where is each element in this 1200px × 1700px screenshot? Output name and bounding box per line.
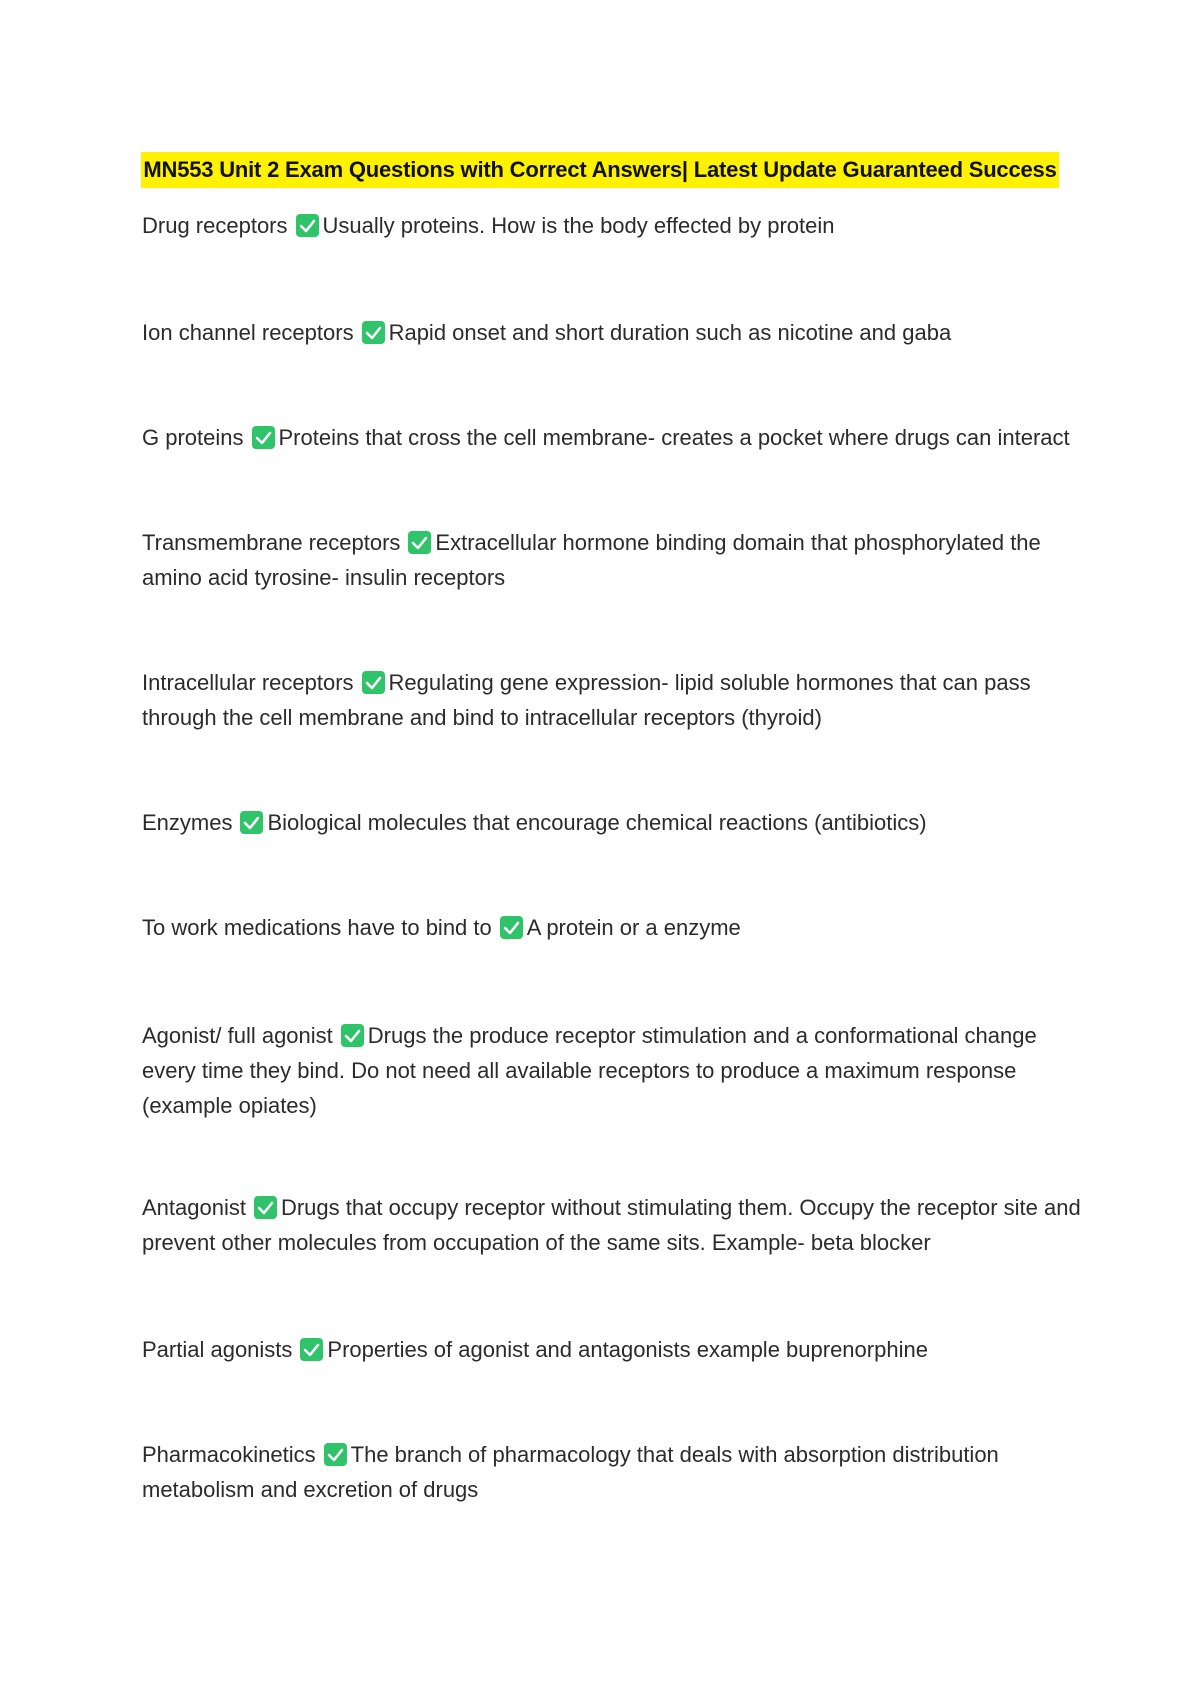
qa-answer: The branch of pharmacology that deals with absorption distribution metabolism and excretion of drugs [142,1442,999,1502]
qa-item-antagonist [142,1190,1082,1260]
qa-item-bind-to [142,910,1082,945]
qa-item-g-proteins [142,420,1082,455]
qa-item-enzymes [142,805,1082,840]
check-mark-icon [362,671,385,694]
qa-term: G proteins [142,425,244,450]
qa-term: Antagonist [142,1195,246,1220]
qa-item-ion-channel-receptors [142,315,1082,350]
qa-answer: Drugs that occupy receptor without stimulating them. Occupy the receptor site and prevent other molecules from occupation of the same sits. Example- beta blocker [142,1195,1081,1255]
qa-answer: Proteins that cross the cell membrane- creates a pocket where drugs can interact [278,425,1070,450]
qa-answer: Biological molecules that encourage chemical reactions (antibiotics) [267,810,927,835]
qa-term: Agonist/ full agonist [142,1023,333,1048]
qa-term: Enzymes [142,810,233,835]
qa-item-agonist [142,1018,1082,1123]
qa-term: Intracellular receptors [142,670,354,695]
qa-item-drug-receptors [142,208,1082,243]
qa-item-intracellular-receptors [142,665,1082,735]
qa-item-partial-agonists [142,1332,1082,1367]
qa-item-transmembrane-receptors [142,525,1082,595]
qa-item-pharmacokinetics [142,1437,1082,1507]
check-mark-icon [362,321,385,344]
qa-term: Transmembrane receptors [142,530,401,555]
qa-answer: Rapid onset and short duration such as nicotine and gaba [388,320,952,345]
qa-term: Ion channel receptors [142,320,354,345]
qa-answer: Drugs the produce receptor stimulation and a conformational change every time they bind. Do not need all available receptors to produce a maximum response (example opiates) [142,1023,1037,1118]
check-mark-icon [408,531,431,554]
check-mark-icon [252,426,275,449]
title-wrapper [0,152,1200,188]
qa-answer: Extracellular hormone binding domain that phosphorylated the amino acid tyrosine- insulin receptors [142,530,1041,590]
qa-answer: Properties of agonist and antagonists example buprenorphine [327,1337,928,1362]
qa-term: Pharmacokinetics [142,1442,316,1467]
qa-term: Partial agonists [142,1337,293,1362]
check-mark-icon [500,916,523,939]
check-mark-icon [240,811,263,834]
check-mark-icon [324,1443,347,1466]
qa-answer: A protein or a enzyme [526,915,741,940]
qa-term: To work medications have to bind to [142,915,492,940]
check-mark-icon [300,1338,323,1361]
qa-term: Drug receptors [142,213,288,238]
check-mark-icon [341,1024,364,1047]
check-mark-icon [254,1196,277,1219]
check-mark-icon [296,214,319,237]
document-title: MN553 Unit 2 Exam Questions with Correct Answers| Latest Update Guaranteed Success [141,152,1058,188]
qa-answer: Regulating gene expression- lipid soluble hormones that can pass through the cell membrane and bind to intracellular receptors (thyroid) [142,670,1031,730]
qa-answer: Usually proteins. How is the body effected by protein [322,213,835,238]
